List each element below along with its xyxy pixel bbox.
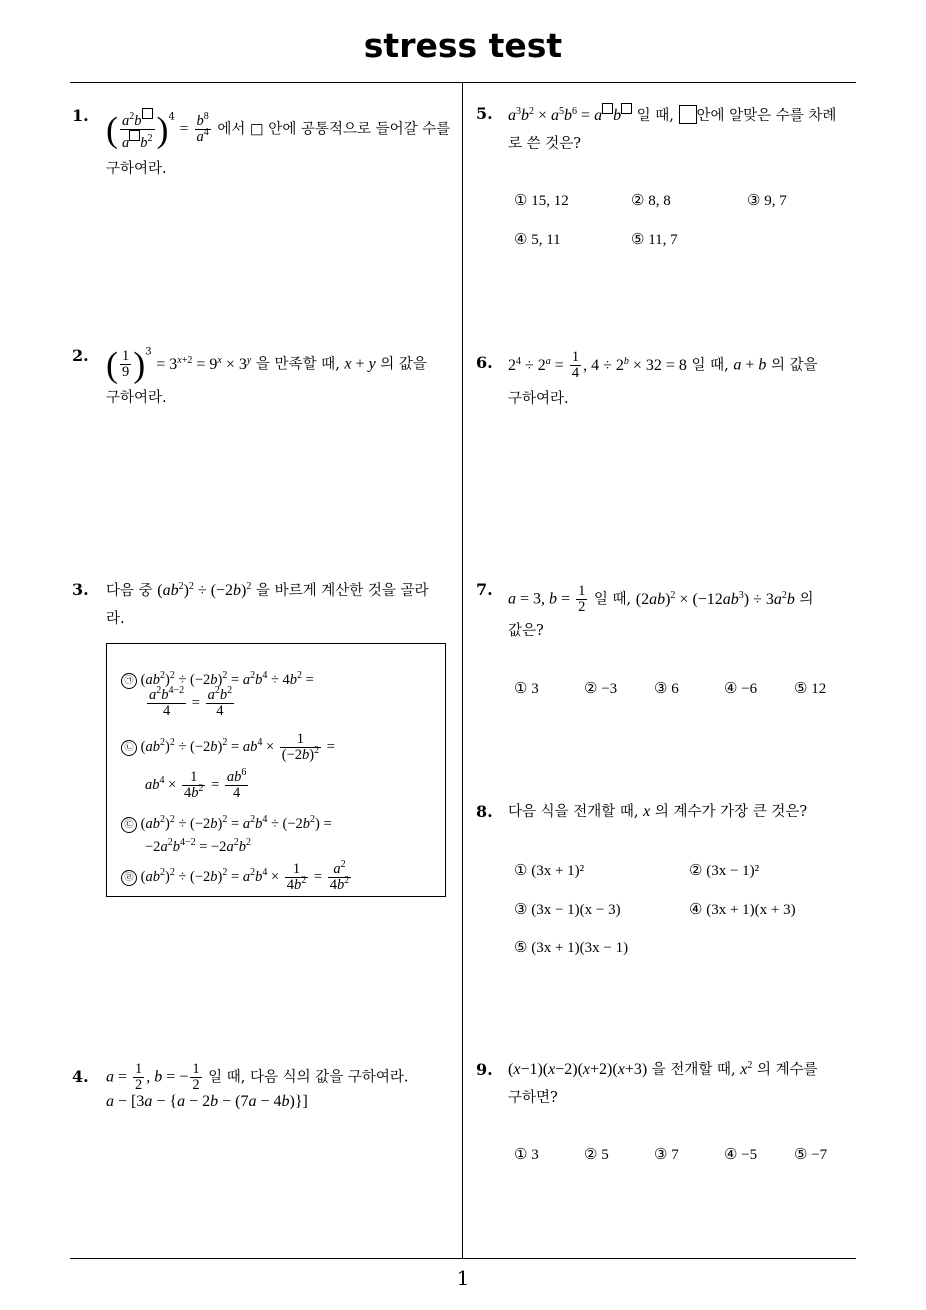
question-text: 을 만족할 때, <box>251 356 345 373</box>
marker-label: ㉡ <box>121 740 137 756</box>
option-2[interactable]: ② (3x − 1)² <box>689 863 760 879</box>
bottom-rule <box>70 1258 856 1259</box>
option-4[interactable]: ④ −6 <box>724 681 758 697</box>
question-text: 일 때, <box>589 591 636 608</box>
question-number: 1. <box>72 106 89 125</box>
question-8: 다음 식을 전개할 때, x 의 계수가 가장 큰 것은? <box>508 803 808 820</box>
question-text: 을 전개할 때, <box>647 1062 741 1078</box>
question-text: 에서 □ 안에 공통적으로 들어갈 수를 <box>212 121 451 138</box>
question-number: 4. <box>72 1067 89 1086</box>
question-3: 다음 중 $(ab^2)^2 \div (-2b)^2$ 을 바르게 계산한 것을 골라 라. <box>106 577 458 633</box>
question-7: a = 3, b = $\frac{1}{2}$ 일 때, $(2ab)^2 \times (-12ab^3) \div 3a^2b$ 의 값은? <box>508 584 860 645</box>
question-text: 라. <box>106 611 125 627</box>
option-1[interactable]: ① 3 <box>514 681 539 697</box>
box-item-2-cont: $ab^4$ × $\frac{1}{4b^2}$ = $\frac{ab^6}{4}$ <box>145 767 247 801</box>
question-9: (x−1)(x−2)(x+2)(x+3) 을 전개할 때, $x^2$ 의 계수를 구하면? <box>508 1056 860 1112</box>
box-item-3: ㉢ $(ab^2)^2 \div (-2b)^2 = a^2b^4 \div (-2b^2)$ = <box>121 814 332 834</box>
question-text: 의 값을 <box>375 356 427 373</box>
option-3[interactable]: ③ 7 <box>654 1147 679 1163</box>
option-2[interactable]: ② 5 <box>584 1147 609 1163</box>
question-text: 의 계수가 가장 큰 것은? <box>650 804 808 820</box>
option-1[interactable]: ① 15, 12 <box>514 193 569 209</box>
question-text: 을 바르게 계산한 것을 골라 <box>251 583 429 599</box>
top-rule <box>70 82 856 83</box>
question-text: 의 값을 <box>766 357 818 374</box>
question-number: 2. <box>72 346 89 365</box>
question-4: a = $\frac{1}{2}$ , b = − $\frac{1}{2}$ 일 때, 다음 식의 값을 구하여라. a − [3a − {a − 2b − (7a − 4b)}] <box>106 1061 409 1110</box>
choice-box <box>106 643 446 897</box>
option-5[interactable]: ⑤ −7 <box>794 1147 828 1163</box>
marker-label: ㉢ <box>121 817 137 833</box>
box-item-1: ㉠ $(ab^2)^2 \div (-2b)^2 = a^2b^4 \div 4b^2$ = <box>121 670 314 690</box>
question-text: 일 때, 다음 식의 값을 구하여라. <box>203 1069 409 1086</box>
marker-label: ㉠ <box>121 673 137 689</box>
option-2[interactable]: ② 8, 8 <box>631 193 671 209</box>
option-4[interactable]: ④ −5 <box>724 1147 758 1163</box>
question-text: 값은? <box>508 623 544 639</box>
option-3[interactable]: ③ 6 <box>654 681 679 697</box>
question-number: 6. <box>476 353 493 372</box>
question-text: 로 쓴 것은? <box>508 136 582 152</box>
page-title: stress test <box>363 26 563 65</box>
box-item-4: ㉣ $(ab^2)^2 \div (-2b)^2 = a^2b^4$ × $\frac{1}{4b^2}$ = $\frac{a^2}{4b^2}$ <box>121 862 353 893</box>
option-5[interactable]: ⑤ 11, 7 <box>631 232 678 248</box>
question-6: $2^4 \div 2^a$ = $\frac{1}{4}$ , $4 \div 2^b \times 32 = 8$ 일 때, a + b 의 값을 구하여라. <box>508 350 860 413</box>
question-number: 3. <box>72 580 89 599</box>
question-2: ( $\frac{1}{9}$ )$^3 = 3^{x+2} = 9^x \times 3^y$ 을 만족할 때, x + y 의 값을 구하여라. <box>106 349 458 412</box>
question-text: 일 때, <box>686 357 734 374</box>
column-divider <box>462 82 463 1259</box>
question-number: 9. <box>476 1060 493 1079</box>
question-text: 일 때, <box>632 108 679 124</box>
question-text: 구하여라. <box>508 391 569 407</box>
page-number: 1 <box>456 1266 470 1290</box>
question-text: 다음 중 <box>106 583 158 599</box>
question-number: 7. <box>476 580 493 599</box>
question-text: 의 <box>794 591 814 608</box>
question-1: ( $\frac{a^2b}{a b^2}$ )$^4$ = $\frac{b^8}{a^4}$ 에서 □ 안에 공통적으로 들어갈 수를 구하여라. <box>106 108 458 183</box>
question-text: 구하여라. <box>106 161 167 177</box>
question-text: 구하여라. <box>106 390 167 406</box>
question-text: 구하면? <box>508 1090 558 1106</box>
option-4[interactable]: ④ 5, 11 <box>514 232 561 248</box>
box-item-3-cont: $-2a^2b^{4-2} = -2a^2b^2$ <box>145 837 251 855</box>
option-3[interactable]: ③ (3x − 1)(x − 3) <box>514 902 621 918</box>
box-item-1-cont: $\frac{a^2b^{4-2}}{4}$ = $\frac{a^2b^2}{4}$ <box>149 685 233 719</box>
marker-label: ㉣ <box>121 870 137 886</box>
option-2[interactable]: ② −3 <box>584 681 618 697</box>
question-text: 의 계수를 <box>752 1062 818 1078</box>
option-1[interactable]: ① (3x + 1)² <box>514 863 585 879</box>
question-text: 다음 식을 전개할 때, <box>508 804 644 820</box>
box-item-2: ㉡ $(ab^2)^2 \div (-2b)^2 = ab^4$ × $\frac{1}{(-2b)^2}$ = <box>121 732 335 763</box>
option-3[interactable]: ③ 9, 7 <box>747 193 787 209</box>
question-text: 안에 알맞은 수를 차례 <box>696 108 837 124</box>
option-5[interactable]: ⑤ 12 <box>794 681 827 697</box>
option-1[interactable]: ① 3 <box>514 1147 539 1163</box>
option-5[interactable]: ⑤ (3x + 1)(3x − 1) <box>514 940 629 956</box>
question-number: 5. <box>476 104 493 123</box>
question-number: 8. <box>476 802 493 821</box>
option-4[interactable]: ④ (3x + 1)(x + 3) <box>689 902 796 918</box>
question-5: $a^3b^2 \times a^5b^6 = a$ b 일 때, 안에 알맞은 수를 차례 로 쓴 것은? <box>508 102 860 158</box>
